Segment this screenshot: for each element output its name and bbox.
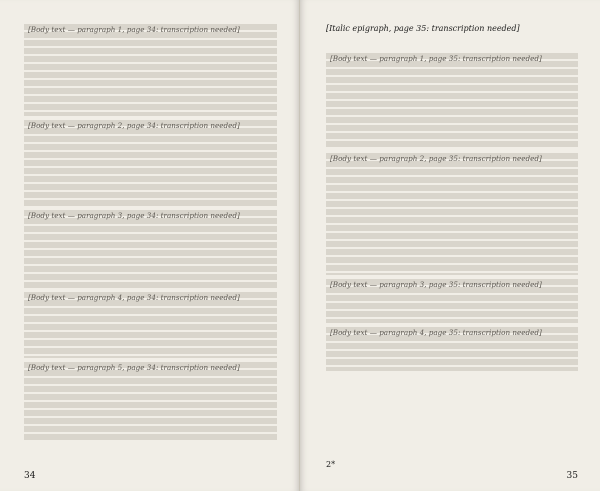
left-paragraph-1: [Body text — paragraph 1, page 34: transcription needed] <box>24 22 277 116</box>
epigraph: [Italic epigraph, page 35: transcription needed] <box>326 24 520 33</box>
right-paragraph-3: [Body text — paragraph 3, page 35: transcription needed] <box>326 277 578 323</box>
page-number: 34 <box>24 471 36 481</box>
left-paragraph-4: [Body text — paragraph 4, page 34: transcription needed] <box>24 290 277 358</box>
right-paragraph-4: [Body text — paragraph 4, page 35: transcription needed] <box>326 325 578 371</box>
right-paragraph-2: [Body text — paragraph 2, page 35: transcription needed] <box>326 151 578 275</box>
right-paragraph-1: [Body text — paragraph 1, page 35: transcription needed] <box>326 51 578 149</box>
page-number: 35 <box>566 471 578 481</box>
left-paragraph-3: [Body text — paragraph 3, page 34: transcription needed] <box>24 208 277 288</box>
right-page <box>300 0 600 491</box>
left-paragraph-2: [Body text — paragraph 2, page 34: transcription needed] <box>24 118 277 206</box>
signature-mark: 2* <box>326 460 336 469</box>
left-paragraph-5: [Body text — paragraph 5, page 34: transcription needed] <box>24 360 277 442</box>
